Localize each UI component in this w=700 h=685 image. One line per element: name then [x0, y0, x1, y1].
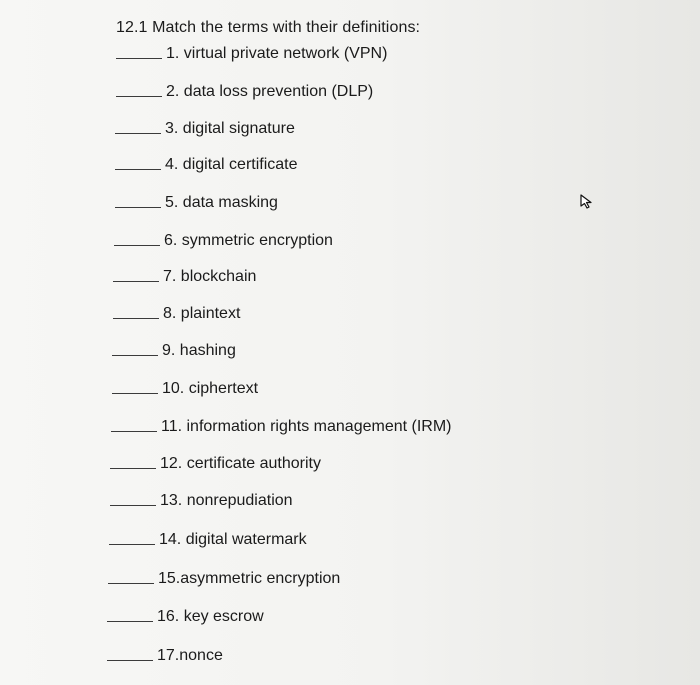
answer-blank[interactable]	[113, 281, 159, 282]
term-label: 8. plaintext	[163, 305, 241, 322]
term-label: 12. certificate authority	[160, 455, 321, 472]
term-label: 4. digital certificate	[165, 156, 298, 173]
term-label: 11. information rights management (IRM)	[161, 418, 452, 435]
answer-blank[interactable]	[109, 544, 155, 545]
term-label: 1. virtual private network (VPN)	[166, 45, 388, 62]
mouse-pointer-icon	[579, 193, 595, 209]
term-label: 9. hashing	[162, 342, 236, 359]
answer-blank[interactable]	[110, 505, 156, 506]
term-label: 13. nonrepudiation	[160, 492, 293, 509]
answer-blank[interactable]	[115, 207, 161, 208]
answer-blank[interactable]	[115, 133, 161, 134]
answer-blank[interactable]	[112, 393, 158, 394]
term-label: 10. ciphertext	[162, 380, 259, 397]
answer-blank[interactable]	[115, 169, 161, 170]
answer-blank[interactable]	[116, 96, 162, 97]
answer-blank[interactable]	[107, 621, 153, 622]
term-label: 2. data loss prevention (DLP)	[166, 83, 374, 100]
term-label: 16. key escrow	[157, 608, 264, 625]
term-label: 15.asymmetric encryption	[158, 570, 341, 587]
term-label: 3. digital signature	[165, 120, 295, 137]
answer-blank[interactable]	[108, 583, 154, 584]
term-label: 14. digital watermark	[159, 531, 307, 548]
answer-blank[interactable]	[113, 318, 159, 319]
answer-blank[interactable]	[116, 58, 162, 59]
answer-blank[interactable]	[114, 245, 160, 246]
term-label: 17.nonce	[157, 647, 223, 664]
term-label: 5. data masking	[165, 194, 278, 211]
answer-blank[interactable]	[110, 468, 156, 469]
term-label: 6. symmetric encryption	[164, 232, 333, 249]
answer-blank[interactable]	[107, 660, 153, 661]
term-label: 7. blockchain	[163, 268, 257, 285]
question-title: 12.1 Match the terms with their definitions:	[116, 19, 421, 36]
answer-blank[interactable]	[112, 355, 158, 356]
answer-blank[interactable]	[111, 431, 157, 432]
